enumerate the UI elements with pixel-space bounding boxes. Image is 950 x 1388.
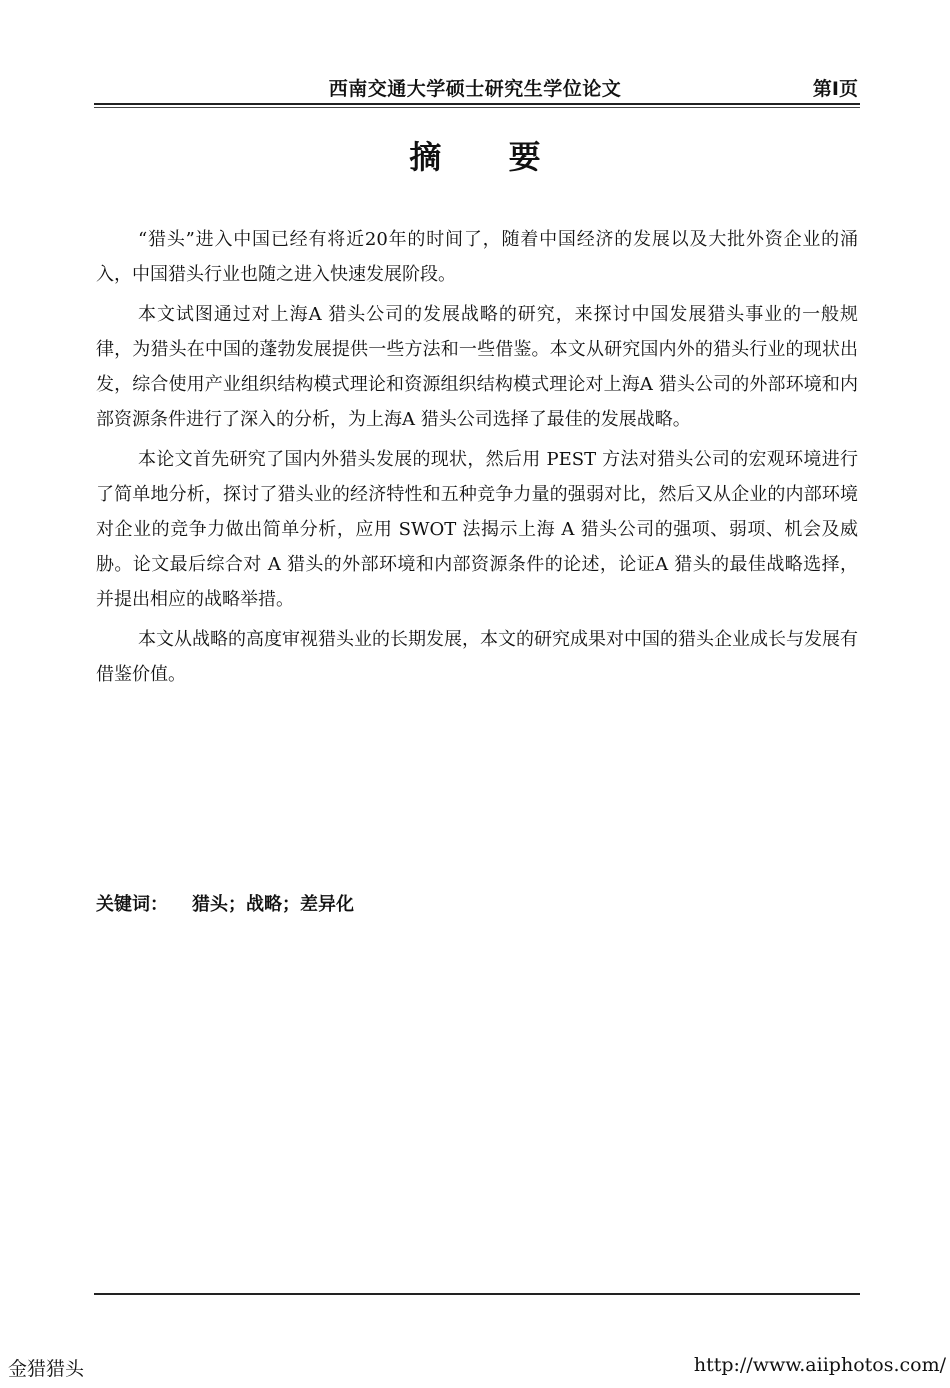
keywords-label: 关键词： — [96, 894, 168, 915]
header-rule — [94, 103, 860, 105]
watermark-right: http://www.aiiphotos.com/ — [693, 1354, 946, 1376]
watermark-left: 金猎猎头 — [8, 1358, 85, 1380]
abstract-paragraph: “猎头”进入中国已经有将近20年的时间了，随着中国经济的发展以及大批外资企业的涌入，中国猎头行业也随之进入快速发展阶段。 — [96, 229, 858, 285]
keywords-line — [96, 890, 354, 920]
header-rule-thin — [94, 107, 860, 108]
page-number: 第Ⅰ页 — [812, 78, 858, 100]
footer-rule — [94, 1293, 860, 1295]
abstract-title: 摘 要 — [409, 138, 569, 176]
running-header-title: 西南交通大学硕士研究生学位论文 — [328, 78, 622, 100]
abstract-paragraph: 本论文首先研究了国内外猎头发展的现状，然后用 PEST 方法对猎头公司的宏观环境进行了简单地分析，探讨了猎头业的经济特性和五种竞争力量的强弱对比，然后又从企业的内部环境对企业的竞争力做出简单分析，应用 SWOT 法揭示上海 A 猎头公司的强项、弱项、机会及威胁。论文最后综合对 A 猎头的外部环境和内部资源条件的论述，论证A 猎头的最佳战略选择，并提出相应的战略举措。 — [96, 449, 858, 610]
abstract-body — [96, 222, 858, 697]
abstract-paragraph: 本文从战略的高度审视猎头业的长期发展，本文的研究成果对中国的猎头企业成长与发展有借鉴价值。 — [96, 629, 858, 685]
keywords-values: 猎头；战略；差异化 — [192, 894, 354, 915]
abstract-paragraph: 本文试图通过对上海A 猎头公司的发展战略的研究，来探讨中国发展猎头事业的一般规律，为猎头在中国的蓬勃发展提供一些方法和一些借鉴。本文从研究国内外的猎头行业的现状出发，综合使用产业组织结构模式理论和资源组织结构模式理论对上海A 猎头公司的外部环境和内部资源条件进行了深入的分析，为上海A 猎头公司选择了最佳的发展战略。 — [96, 304, 858, 430]
